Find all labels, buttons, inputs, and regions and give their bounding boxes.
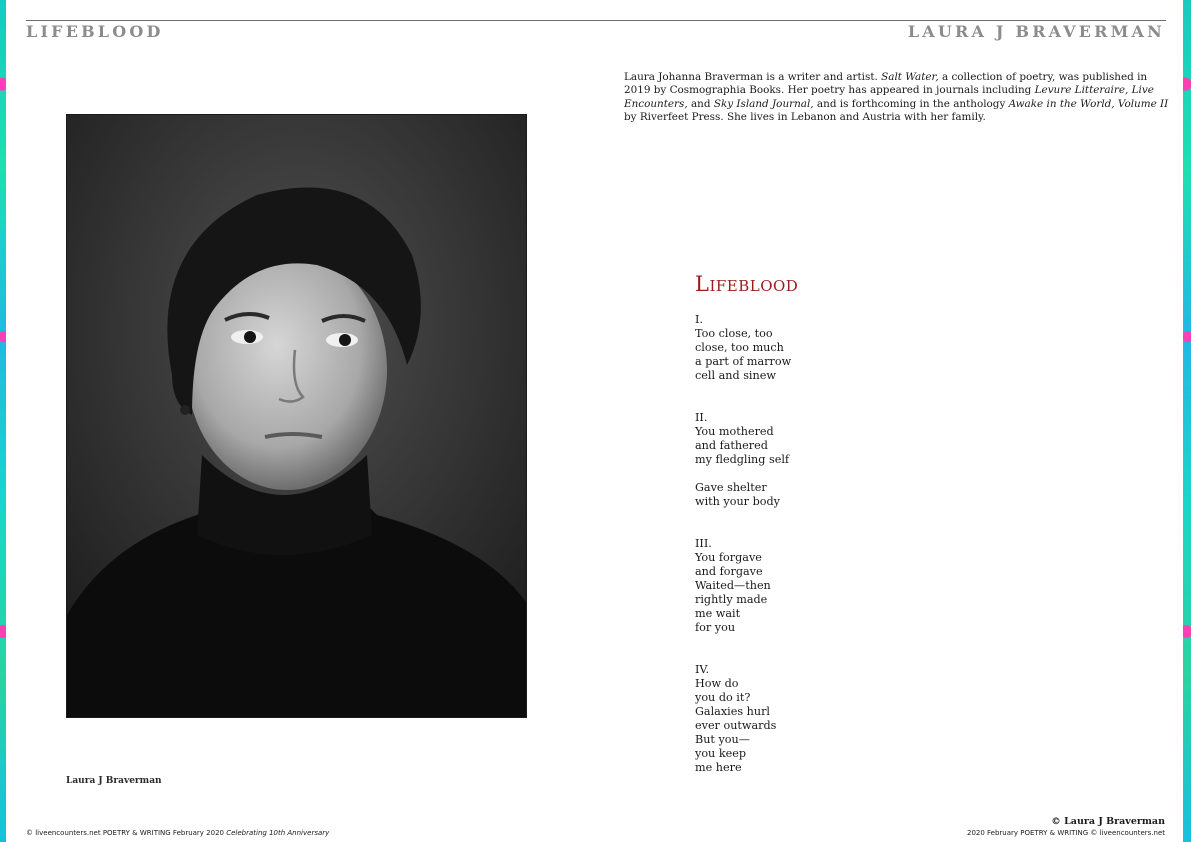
bio-text: and (687, 97, 714, 110)
poem-line: for you (695, 621, 736, 634)
poem-line: and fathered (695, 439, 768, 452)
footer-left (26, 829, 329, 837)
footer-left-italic: Celebrating 10th Anniversary (226, 829, 330, 837)
bio-italic: Salt Water, (881, 71, 939, 83)
author-portrait (66, 114, 527, 718)
poem-title: Lifeblood (695, 272, 799, 296)
poem-line: you keep (695, 747, 746, 760)
poem-line: me here (695, 761, 742, 774)
poem-line: a part of marrow (695, 355, 792, 368)
poem-line: me wait (695, 607, 741, 620)
poem-stanza (695, 537, 771, 635)
author-bio (624, 71, 1169, 124)
portrait-illustration (67, 115, 527, 718)
poem-stanza (695, 411, 789, 467)
poem-line: II. (695, 411, 708, 424)
poem-line: Waited—then (695, 579, 771, 592)
poem-line: ever outwards (695, 719, 777, 732)
poem-line: rightly made (695, 593, 768, 606)
bio-text: by Riverfeet Press. She lives in Lebanon and Austria with her family. (624, 110, 986, 123)
footer-right: 2020 February POETRY & WRITING © liveencounters.net (967, 829, 1165, 837)
poem-line: How do (695, 677, 739, 690)
poem-line: Gave shelter (695, 481, 767, 494)
poem-line: You forgave (695, 551, 762, 564)
poem-line: Too close, too (695, 327, 773, 340)
decorative-edge-right (1183, 0, 1191, 842)
bio-italic: Levure Litteraire, Live Encounters, (624, 84, 1154, 110)
poem-stanza (695, 663, 776, 775)
bio-text: and is forthcoming in the anthology (813, 97, 1009, 110)
poem-line: with your body (695, 495, 780, 508)
poem-line: my fledgling self (695, 453, 790, 466)
bio-italic: Sky Island Journal, (713, 97, 814, 110)
bio-text: a collection of poetry, was published in 2019 by Cosmographia Books. Her poetry has appeared in journals including (624, 71, 1148, 97)
poem-stanza (695, 481, 780, 509)
bio-text: Laura Johanna Braverman is a writer and artist. (624, 71, 882, 83)
poem-line: close, too much (695, 341, 784, 354)
footer-copyright: © Laura J Braverman (1051, 816, 1165, 827)
poem-line: and forgave (695, 565, 763, 578)
running-header-title: LIFEBLOOD (26, 22, 164, 41)
poem-line: III. (695, 537, 712, 550)
poem-line: Galaxies hurl (695, 705, 770, 718)
bio-italic: Awake in the World, Volume II (1008, 97, 1169, 110)
header-rule (26, 20, 1166, 21)
running-header-author: LAURA J BRAVERMAN (907, 22, 1165, 41)
photo-caption: Laura J Braverman (66, 776, 162, 786)
poem-line: IV. (695, 663, 710, 676)
poem-line: But you— (695, 733, 750, 746)
poem-stanza (695, 313, 791, 383)
poem-line: you do it? (695, 691, 751, 704)
footer-left-text: © liveencounters.net POETRY & WRITING February 2020 (26, 829, 227, 837)
poem-line: I. (695, 313, 703, 326)
poem-line: You mothered (695, 425, 774, 438)
decorative-edge-left (0, 0, 6, 842)
poem-line: cell and sinew (695, 369, 776, 382)
